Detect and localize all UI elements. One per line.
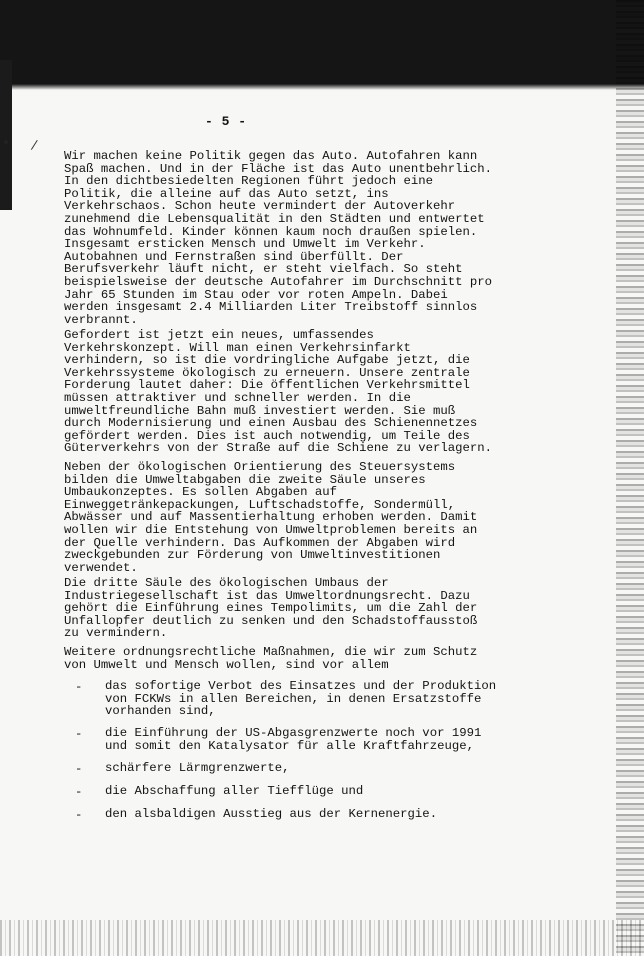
bullet-item-laermgrenzwerte: schärfere Lärmgrenzwerte, [105,761,290,775]
scan-border-top [0,0,644,90]
bullet-item-kernenergie: den alsbaldigen Ausstieg aus der Kernenergie. [105,807,438,821]
bullet-item-tiefflueuge: die Abschaffung aller Tiefflüge und [105,784,364,798]
scan-noise-bottom [0,920,644,956]
bullet-marker: - [75,727,83,741]
paragraph-umweltabgaben: Neben der ökologischen Orientierung des Steuersystems bilden die Umweltabgaben die zweite Säule unseres Umbaukonzeptes. Es sollen Abgaben auf Einweggetränkepackungen, Luftschadstoffe, Sondermüll, Abwässer und auf Massentierhaltung erhoben werden. Damit wollen wir die Entstehung von Umweltproblemen bereits an der Quelle verhindern. Das Aufkommen der Abgaben wird zweckgebunden zur Förderung von Umweltinvestitionen verwendet. [64,460,478,575]
paragraph-verkehrskonzept: Gefordert ist jetzt ein neues, umfassendes Verkehrskonzept. Will man einen Verkehrsinfarkt verhindern, so ist die vordringliche Aufgabe jetzt, die Verkehrssysteme ökologisch zu erneuern. Unsere zentrale Forderung lautet daher: Die öffentlichen Verkehrsmittel müssen attraktiver und schneller werden. In die umweltfreundliche Bahn muß investiert werden. Sie muß durch Modernisierung und einen Ausbau des Schienennetzes gefördert werden. Dies ist auch notwendig, um Teile des Güterverkehrs von der Straße auf die Schiene zu verlagern. [64,328,493,456]
bullet-marker: - [75,785,83,799]
scan-border-left [0,60,12,210]
margin-dot [4,140,8,144]
bullet-marker: - [75,808,83,822]
bullet-item-fckw: das sofortige Verbot des Einsatzes und der Produktion von FCKWs in allen Bereichen, in denen Ersatzstoffe vorhanden sind, [105,679,497,719]
margin-mark: / [30,137,39,154]
paragraph-auto-politik: Wir machen keine Politik gegen das Auto. Autofahren kann Spaß machen. Und in der Fläche ist das Auto unentbehrlich. In den dichtbesiedelten Regionen führt jedoch eine Politik, die alleine auf das Auto setzt, ins Verkehrschaos. Schon heute vermindert der Autoverkehr zunehmend die Lebensqualität in den Städten und entwertet das Wohnumfeld. Kinder können kaum noch draußen spielen. Insgesamt ersticken Mensch und Umwelt im Verkehr. Autobahnen und Fernstraßen sind überfüllt. Der Berufsverkehr läuft nicht, er steht vielfach. So steht beispielsweise der deutsche Autofahrer im Durchschnitt pro Jahr 65 Stunden im Stau oder vor roten Ampeln. Dabei werden insgesamt 2.4 Milliarden Liter Treibstoff sinnlos verbrannt. [64,149,493,327]
bullet-item-abgasgrenzwerte: die Einführung der US-Abgasgrenzwerte noch vor 1991 und somit den Katalysator für alle Kraftfahrzeuge, [105,726,482,753]
paragraph-massnahmen-intro: Weitere ordnungsrechtliche Maßnahmen, die wir zum Schutz von Umwelt und Mensch wollen, sind vor allem [64,645,478,672]
page-number: - 5 - [205,114,247,129]
paragraph-umweltordnungsrecht: Die dritte Säule des ökologischen Umbaus der Industriegesellschaft ist das Umweltordnungsrecht. Dazu gehört die Einführung eines Tempolimits, um die Zahl der Unfallopfer deutlich zu senken und den Schadstoffausstoß zu vermindern. [64,576,478,641]
bullet-marker: - [75,680,83,694]
scan-noise-right [616,0,644,956]
bullet-marker: - [75,762,83,776]
